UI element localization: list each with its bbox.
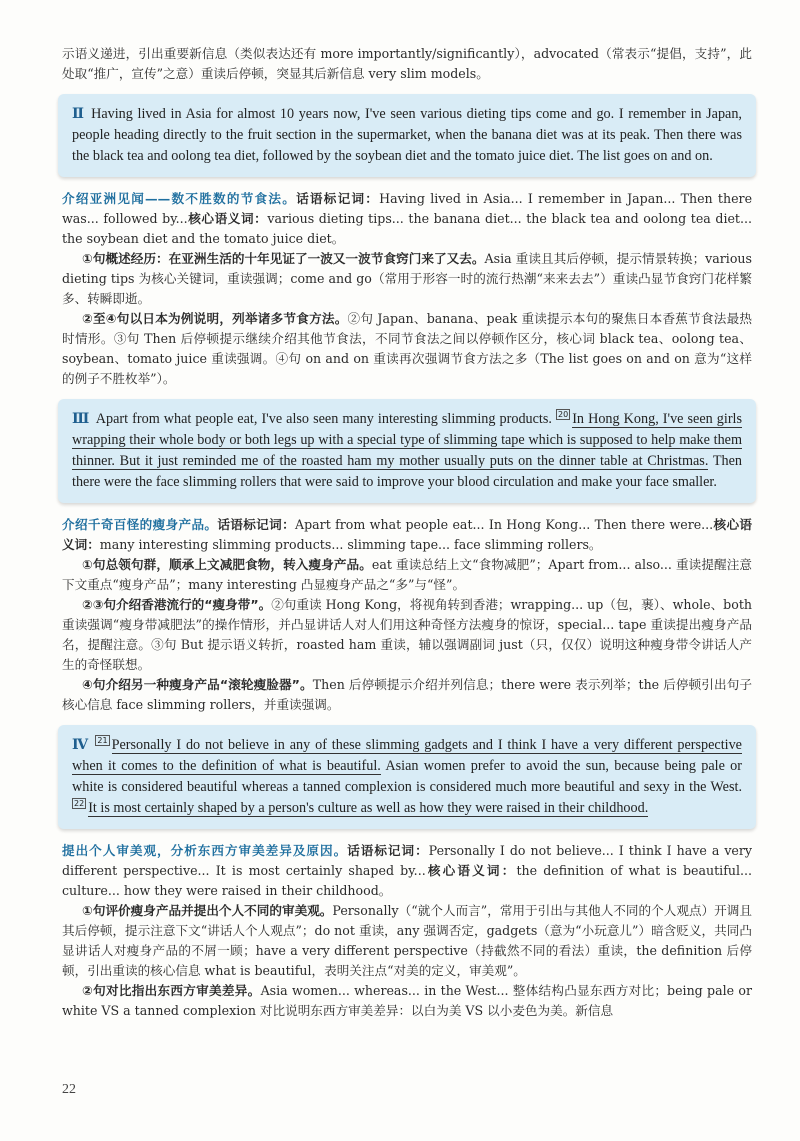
analysis-block-4 — [62, 841, 752, 1021]
question-marker: 21 — [97, 736, 108, 746]
core-text: various dieting tips... the banana diet... the black tea and oolong tea diet... the soybean diet and the tomato juice diet。 — [62, 211, 752, 246]
underlined-text: In Hong Kong, I've seen girls wrapping their whole body or both legs up with a special type of slimming tape which is supposed to help make them thinner. But it just reminded me of the roasted ham my mother usually puts on the dinner table at Christmas. — [72, 411, 743, 469]
sentence-heading: ①句概述经历：在亚洲生活的十年见证了一波又一波节食窍门来了又去。 — [82, 251, 485, 266]
question-marker: 22 — [74, 799, 85, 809]
sentence-heading: ①句评价瘦身产品并提出个人不同的审美观。 — [82, 903, 333, 918]
question-marker: 20 — [558, 410, 569, 420]
core-label: 核心语义词： — [62, 517, 753, 552]
sentence-body: Asia women... whereas... in the West... 整体结构凸显东西方对比；being pale or white VS a tanned complexion 对比说明东西方审美差异：以白为美 VS 以小麦色为美。新信息 — [62, 983, 752, 1018]
markers-label: 话语标记词： — [296, 191, 380, 206]
sentence-body: Personally（“就个人而言”，常用于引出与其他人不同的个人观点）开调且其后停顿，提示注意下文“讲话人个人观点”；do not 重读，any 强调否定，gadgets（意为“小玩意儿”）暗含贬义，共同凸显讲话人对瘦身产品的不屑一顾；have a very different perspective（持截然不同的看法）重读，the definition 后停顿，引出重读的核心信息 what is beautiful，表明关注点“对美的定义，审美观”。 — [62, 903, 752, 978]
sentence-heading: ②③句介绍香港流行的“瘦身带”。 — [82, 597, 272, 612]
core-text: the definition of what is beautiful... culture... how they were raised in their childhood。 — [62, 863, 753, 898]
sentence-heading: ②句对比指出东西方审美差异。 — [82, 983, 261, 998]
analysis-sentence — [62, 309, 752, 389]
sentence-body: Then 后停顿提示介绍并列信息；there were 表示列举；the 后停顿引出句子核心信息 face slimming rollers，并重读强调。 — [62, 677, 752, 712]
sentence-body: eat 重读总结上文“食物减肥”；Apart from... also... 重读提醒注意下文重点“瘦身产品”；many interesting 凸显瘦身产品之“多”与“怪”。 — [62, 557, 752, 592]
paragraph-numeral: Ⅳ — [72, 737, 90, 753]
paragraph-numeral: Ⅲ — [72, 411, 90, 427]
core-text: many interesting slimming products... slimming tape... face slimming rollers。 — [99, 537, 602, 552]
analysis-sentence — [62, 249, 752, 309]
passage-box-2 — [58, 94, 756, 177]
passage-box-4 — [58, 725, 756, 829]
underlined-text: Personally I do not believe in any of these slimming gadgets and I think I have a very different perspective when it comes to the definition of what is beautiful. — [72, 737, 742, 774]
passage-paragraph-4 — [72, 735, 742, 819]
underlined-text: It is most certainly shaped by a person's culture as well as how they were raised in their childhood. — [88, 800, 649, 816]
passage-paragraph-3 — [72, 409, 742, 493]
markers-label: 话语标记词： — [217, 517, 296, 532]
passage-text: Then there were the face slimming rollers that were said to improve your blood circulation and make your face smaller. — [72, 453, 742, 490]
analysis-block-2 — [62, 189, 752, 389]
intro-paragraph: 示语义递进，引出重要新信息（类似表达还有 more importantly/significantly），advocated（常表示“提倡，支持”，此处取“推广，宣传”之意）重读后停顿，突显其后新信息 very slim models。 — [62, 46, 752, 81]
analysis-heading: 介绍千奇百怪的瘦身产品。 — [62, 517, 218, 532]
passage-text: Having lived in Asia for almost 10 years now, I've seen various dieting tips come and go. I remember in Japan, people heading directly to the fruit section in the supermarket, when the banana diet was at its peak. Then there was the black tea and oolong tea diet, followed by the soybean diet and the tomato juice diet. The list goes on and on. — [72, 106, 742, 164]
core-label: 核心语义词： — [425, 863, 517, 878]
sentence-heading: ④句介绍另一种瘦身产品“滚轮瘦脸器”。 — [82, 677, 313, 692]
sentence-heading: ②至④句以日本为例说明，列举诸多节食方法。 — [82, 311, 348, 326]
markers-text: Personally I do not believe... I think I have a very different perspective... It is most certainly shaped by... — [62, 843, 753, 878]
markers-text: Apart from what people eat... In Hong Kong... Then there were... — [295, 517, 714, 532]
passage-paragraph-2 — [72, 104, 742, 167]
markers-text: Having lived in Asia... I remember in Japan... Then there was... followed by... — [62, 191, 753, 226]
analysis-summary — [62, 515, 752, 555]
passage-text: Asian women prefer to avoid the sun, because being pale or white is considered beautiful whereas a tanned complexion is considered much more beautiful and sexy in the West. — [72, 758, 742, 795]
markers-label: 话语标记词： — [347, 843, 429, 858]
sentence-body: ②句重读 Hong Kong，将视角转到香港；wrapping... up（包，裹）、whole、both 重读强调“瘦身带减肥法”的操作情形，并凸显讲话人对人们用这种奇怪方法瘦身的惊讶，special... tape 重读提出瘦身产品名，提醒注意。③句 But 提示语义转折，roasted ham 重读，辅以强调副词 just（只，仅仅）说明这种瘦身带令讲话人产生的奇怪联想。 — [62, 597, 752, 672]
page-content — [62, 44, 752, 1021]
analysis-sentence — [62, 901, 752, 981]
page-number: 22 — [62, 1082, 76, 1097]
analysis-summary — [62, 189, 752, 249]
sentence-body: ②句 Japan、banana、peak 重读提示本句的聚焦日本香蕉节食法最热时情形。③句 Then 后停顿提示继续介绍其他节食法，不同节食法之间以停顿作区分，核心词 black tea、oolong tea、soybean、tomato juice 重读强调。④句 on and on 重读再次强调节食方法之多（The list goes on and on 意为“这样的例子不胜枚举”）。 — [62, 311, 752, 386]
passage-text: Apart from what people eat, I've also seen many interesting slimming products. — [95, 411, 552, 427]
analysis-block-3 — [62, 515, 752, 715]
sentence-body: Asia 重读且其后停顿，提示情景转换；various dieting tips 为核心关键词，重读强调；come and go（常用于形容一时的流行热潮“来来去去”）重读凸显节食窍门花样繁多、转瞬即逝。 — [62, 251, 752, 306]
analysis-sentence — [62, 555, 752, 595]
analysis-heading: 提出个人审美观，分析东西方审美差异及原因。 — [62, 843, 348, 858]
analysis-sentence — [62, 981, 752, 1021]
analysis-sentence — [62, 595, 752, 675]
analysis-summary — [62, 841, 752, 901]
paragraph-numeral: Ⅱ — [72, 106, 86, 122]
core-label: 核心语义词： — [187, 211, 268, 226]
passage-box-3 — [58, 399, 756, 503]
analysis-sentence — [62, 675, 752, 715]
sentence-heading: ①句总领句群，顺承上文减肥食物，转入瘦身产品。 — [82, 557, 372, 572]
analysis-heading: 介绍亚洲见闻——数不胜数的节食法。 — [62, 191, 297, 206]
